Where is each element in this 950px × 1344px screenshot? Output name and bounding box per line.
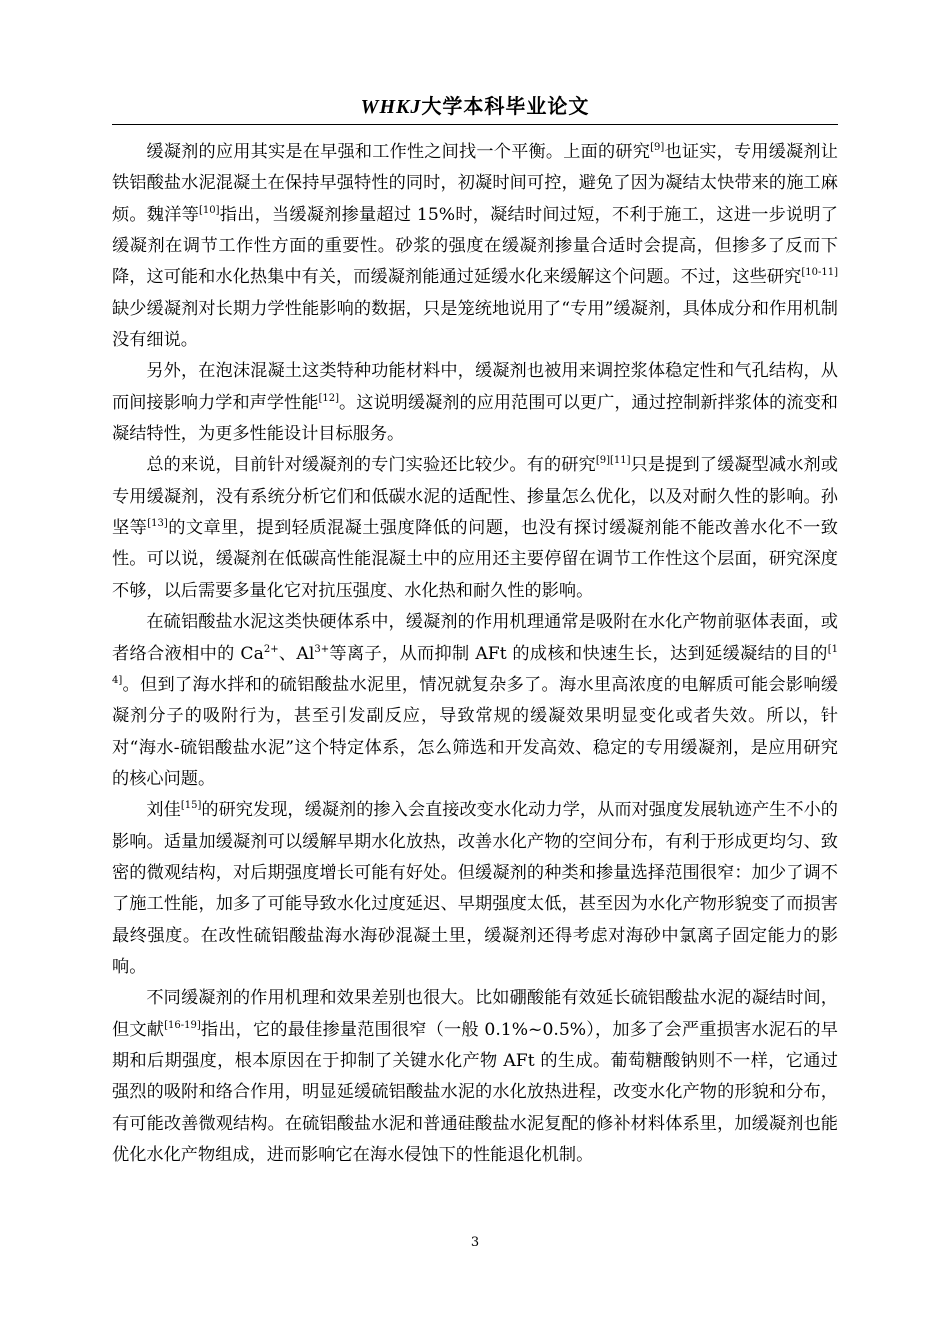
paragraph-text-run: 另外，在泡沫混凝土这类特种功能材料中，缓凝剂也被用来调控浆体稳定性和气孔结构，从而间接影响力学和声学性能 (112, 361, 838, 413)
paragraph-text-run: 缓凝剂的应用其实是在早强和工作性之间找一个平衡。上面的研究 (146, 142, 651, 162)
citation-superscript: [15] (180, 800, 202, 812)
body-text (112, 137, 838, 1171)
paragraph-text-run: 不同缓凝剂的作用机理和效果差别也很大。比如硼酸能有效延长硫铝酸盐水泥的凝结时间，但文献 (112, 988, 838, 1040)
header-title-cn: 大学本科毕业论文 (421, 94, 590, 118)
paragraph-text-run: 缺少缓凝剂对长期力学性能影响的数据，只是笼统地说用了“专用”缓凝剂，具体成分和作用机制没有细说。 (112, 298, 838, 351)
citation-superscript: [9][11] (595, 455, 631, 467)
citation-superscript: [12] (318, 392, 340, 404)
citation-superscript: 2+ (263, 643, 279, 655)
citation-superscript: [14] (112, 643, 838, 686)
paragraph-text-run: 等离子，从而抑制 AFt 的成核和快速生长，达到延缓凝结的目的 (329, 643, 828, 664)
paragraph-text-run: 刘佳 (146, 800, 181, 821)
paragraph-text-run: 、Al (278, 643, 315, 664)
body-paragraph (112, 137, 838, 356)
body-paragraph (112, 607, 838, 795)
citation-superscript: [9] (650, 142, 665, 153)
page-header (112, 91, 838, 122)
body-paragraph (112, 795, 838, 983)
body-paragraph (112, 450, 838, 607)
paragraph-text-run: 在硫铝酸盐水泥这类快硬体系中，缓凝剂的作用机理通常是吸附在水化产物前驱体表面，或者络合液相中的 Ca (112, 612, 838, 664)
paragraph-text-run: 总的来说，目前针对缓凝剂的专门实验还比较少。有的研究 (146, 455, 596, 476)
paragraph-text-run: 的文章里，提到轻质混凝土强度降低的问题，也没有探讨缓凝剂能不能改善水化不一致性。可以说，缓凝剂在低碳高性能混凝土中的应用还主要停留在调节工作性这个层面，研究深度不够，以后需要多量化它对抗压强度、水化热和耐久性的影响。 (112, 518, 838, 601)
body-paragraph (112, 356, 838, 450)
citation-superscript: [16-19] (164, 1019, 201, 1031)
paragraph-text-run: 指出，当缓凝剂掺量超过 15%时，凝结时间过短，不利于施工，这进一步说明了缓凝剂在调节工作性方面的重要性。砂浆的强度在缓凝剂掺量合适时会提高，但掺多了反而下降，这可能和水化热集中有关，而缓凝剂能通过延缓水化来缓解这个问题。不过，这些研究 (112, 204, 838, 288)
header-rule (112, 124, 838, 125)
header-title-latin: WHKJ (360, 96, 422, 118)
paragraph-text-run: 的研究发现，缓凝剂的掺入会直接改变水化动力学，从而对强度发展轨迹产生不小的影响。适量加缓凝剂可以缓解早期水化放热，改善水化产物的空间分布，有利于形成更均匀、致密的微观结构，对后期强度增长可能有好处。但缓凝剂的种类和掺量选择范围很窄：加少了调不了施工性能，加多了可能导致水化过度延迟、早期强度太低，甚至因为水化产物形貌变了而损害最终强度。在改性硫铝酸盐海水海砂混凝土里，缓凝剂还得考虑对海砂中氯离子固定能力的影响。 (112, 800, 838, 977)
citation-superscript: [10-11] (801, 267, 838, 279)
citation-superscript: 3+ (314, 643, 330, 655)
paragraph-text-run: 只是提到了缓凝型减水剂或专用缓凝剂，没有系统分析它们和低碳水泥的适配性、掺量怎么优化，以及对耐久性的影响。孙坚等 (112, 455, 838, 539)
citation-superscript: [10] (199, 204, 220, 216)
paragraph-text-run: 也证实，专用缓凝剂让铁铝酸盐水泥混凝土在保持早强特性的同时，初凝时间可控，避免了因为凝结太快带来的施工麻烦。魏洋等 (112, 142, 838, 225)
page-number: 3 (470, 1235, 480, 1250)
paragraph-text-run: 。但到了海水拌和的硫铝酸盐水泥里，情况就复杂多了。海水里高浓度的电解质可能会影响缓凝剂分子的吸附行为，甚至引发副反应，导致常规的缓凝效果明显变化或者失效。所以，针对“海水-硫铝酸盐水泥”这个特定体系，怎么筛选和开发高效、稳定的专用缓凝剂，是应用研究的核心问题。 (112, 674, 838, 789)
body-paragraph (112, 983, 838, 1171)
paragraph-text-run: 。这说明缓凝剂的应用范围可以更广，通过控制新拌浆体的流变和凝结特性，为更多性能设计目标服务。 (112, 392, 838, 445)
citation-superscript: [13] (147, 518, 168, 530)
paragraph-text-run: 指出，它的最佳掺量范围很窄（一般 0.1%~0.5%），加多了会严重损害水泥石的早期和后期强度，根本原因在于抑制了关键水化产物 AFt 的生成。葡萄糖酸钠则不一样，它通过强烈的吸附和络合作用，明显延缓硫铝酸盐水泥的水化放热进程，改变水化产物的形貌和分布，有可能改善微观结构。在硫铝酸盐水泥和普通硅酸盐水泥复配的修补材料体系里，加缓凝剂也能优化水化产物组成，进而影响它在海水侵蚀下的性能退化机制。 (112, 1019, 838, 1165)
